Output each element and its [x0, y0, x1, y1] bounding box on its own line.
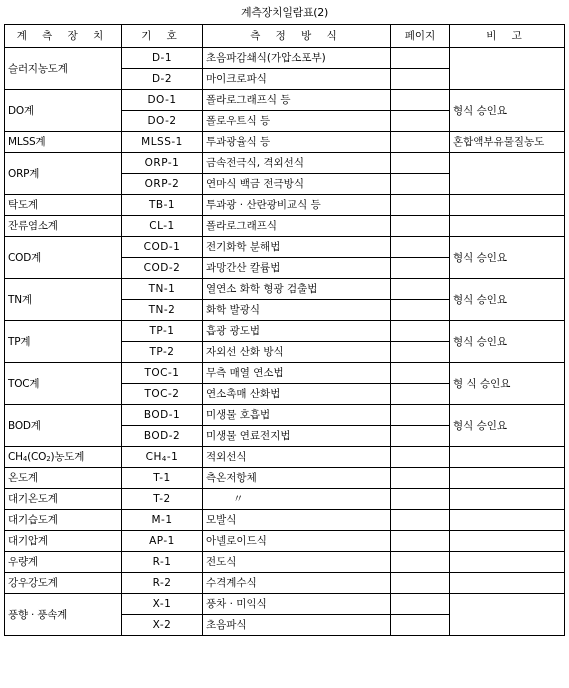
symbol-cell: M-1 [122, 510, 203, 531]
page-cell [391, 132, 450, 153]
instrument-table [4, 24, 565, 636]
method-cell: 전도식 [203, 552, 391, 573]
table-row [5, 573, 565, 594]
page-cell [391, 573, 450, 594]
method-cell: 풍차 · 미익식 [203, 594, 391, 615]
remark-cell: 형식 승인요 [450, 321, 565, 363]
table-row [5, 279, 565, 300]
table-row [5, 132, 565, 153]
method-cell: 금속전극식, 격외선식 [203, 153, 391, 174]
header-row [5, 25, 565, 48]
device-name-cell: 대기습도계 [5, 510, 122, 531]
remark-cell [450, 594, 565, 636]
method-cell: 폴로우트식 등 [203, 111, 391, 132]
symbol-cell: BOD-2 [122, 426, 203, 447]
symbol-cell: TP-2 [122, 342, 203, 363]
table-row [5, 363, 565, 384]
symbol-cell: D-1 [122, 48, 203, 69]
table-row [5, 153, 565, 174]
method-cell: 폴라로그래프식 [203, 216, 391, 237]
method-cell: 적외선식 [203, 447, 391, 468]
page-cell [391, 258, 450, 279]
subscript-text: 4 [22, 455, 28, 463]
table-row [5, 468, 565, 489]
device-name-cell: 슬러지농도계 [5, 48, 122, 90]
page-cell [391, 174, 450, 195]
method-cell: 초음파감쇄식(가압소포부) [203, 48, 391, 69]
page-cell [391, 531, 450, 552]
symbol-cell: T-2 [122, 489, 203, 510]
method-cell: 마이크로파식 [203, 69, 391, 90]
page-cell [391, 237, 450, 258]
symbol-cell: CL-1 [122, 216, 203, 237]
table-row [5, 405, 565, 426]
header-symbol: 기 호 [122, 25, 203, 48]
device-name-cell: 잔류염소계 [5, 216, 122, 237]
method-cell: 화학 발광식 [203, 300, 391, 321]
subscript-text: 2 [46, 455, 51, 463]
symbol-cell: R-2 [122, 573, 203, 594]
table-row [5, 531, 565, 552]
symbol-cell: TB-1 [122, 195, 203, 216]
device-name-cell: COD계 [5, 237, 122, 279]
subscript-text: 4 [161, 455, 167, 463]
page-cell [391, 69, 450, 90]
page-cell [391, 195, 450, 216]
device-name-cell [5, 447, 122, 468]
method-cell: 측온저항체 [203, 468, 391, 489]
device-name-cell: 풍향 · 풍속계 [5, 594, 122, 636]
device-name-cell: 대기온도계 [5, 489, 122, 510]
device-name-cell: TOC계 [5, 363, 122, 405]
text-part: (CO [27, 451, 47, 463]
symbol-cell: X-2 [122, 615, 203, 636]
symbol-cell: R-1 [122, 552, 203, 573]
page-cell [391, 426, 450, 447]
page-cell [391, 594, 450, 615]
table-row [5, 237, 565, 258]
symbol-cell: DO-1 [122, 90, 203, 111]
symbol-cell: TOC-1 [122, 363, 203, 384]
header-remark: 비 고 [450, 25, 565, 48]
symbol-cell [122, 447, 203, 468]
method-cell: 열연소 화학 형광 검출법 [203, 279, 391, 300]
method-cell: 무측 매열 연소법 [203, 363, 391, 384]
remark-cell [450, 573, 565, 594]
page-cell [391, 552, 450, 573]
method-cell: 수격계수식 [203, 573, 391, 594]
symbol-cell: T-1 [122, 468, 203, 489]
remark-cell [450, 195, 565, 216]
remark-cell [450, 447, 565, 468]
symbol-cell: TP-1 [122, 321, 203, 342]
method-cell: 폴라로그래프식 등 [203, 90, 391, 111]
method-cell: 전기화학 분해법 [203, 237, 391, 258]
device-name-cell: 강우강도계 [5, 573, 122, 594]
text-part: CH [8, 451, 23, 463]
table-row [5, 321, 565, 342]
device-name-cell: TN계 [5, 279, 122, 321]
symbol-cell: MLSS-1 [122, 132, 203, 153]
page-cell [391, 447, 450, 468]
table-row [5, 594, 565, 615]
remark-cell: 형 식 승인요 [450, 363, 565, 405]
header-device: 계 측 장 치 [5, 25, 122, 48]
remark-cell [450, 216, 565, 237]
page-cell [391, 342, 450, 363]
page-cell [391, 510, 450, 531]
page-cell [391, 90, 450, 111]
symbol-cell: TN-2 [122, 300, 203, 321]
method-cell: 미생물 연료전지법 [203, 426, 391, 447]
remark-cell [450, 153, 565, 195]
symbol-cell: COD-2 [122, 258, 203, 279]
remark-cell: 형식 승인요 [450, 237, 565, 279]
remark-cell [450, 531, 565, 552]
method-cell: 흡광 광도법 [203, 321, 391, 342]
header-method: 측 정 방 식 [203, 25, 391, 48]
symbol-cell: BOD-1 [122, 405, 203, 426]
symbol-cell: AP-1 [122, 531, 203, 552]
page-cell [391, 300, 450, 321]
method-cell: 투과광 · 산란광비교식 등 [203, 195, 391, 216]
table-row [5, 552, 565, 573]
remark-cell: 혼합액부유물질농도 [450, 132, 565, 153]
remark-cell [450, 510, 565, 531]
table-row [5, 510, 565, 531]
page-cell [391, 615, 450, 636]
table-row [5, 447, 565, 468]
table-row [5, 195, 565, 216]
page-cell [391, 468, 450, 489]
header-page: 페이지 [391, 25, 450, 48]
page-cell [391, 111, 450, 132]
page-cell [391, 405, 450, 426]
device-name-cell: BOD계 [5, 405, 122, 447]
remark-cell [450, 48, 565, 90]
page-cell [391, 279, 450, 300]
symbol-cell: ORP-2 [122, 174, 203, 195]
remark-cell [450, 489, 565, 510]
page-cell [391, 48, 450, 69]
method-cell: 초음파식 [203, 615, 391, 636]
device-name-cell: DO계 [5, 90, 122, 132]
text-part: -1 [166, 451, 179, 463]
page-cell [391, 153, 450, 174]
method-cell: 모발식 [203, 510, 391, 531]
table-row [5, 216, 565, 237]
device-name-cell: 온도계 [5, 468, 122, 489]
symbol-cell: X-1 [122, 594, 203, 615]
device-name-cell: ORP계 [5, 153, 122, 195]
table-row [5, 48, 565, 69]
method-cell: 연소촉매 산화법 [203, 384, 391, 405]
remark-cell: 형식 승인요 [450, 90, 565, 132]
page-title: 계측장치일람표(2) [241, 6, 328, 19]
symbol-cell: COD-1 [122, 237, 203, 258]
page-cell [391, 384, 450, 405]
table-row [5, 90, 565, 111]
device-name-cell: 대기압계 [5, 531, 122, 552]
method-cell: 자외선 산화 방식 [203, 342, 391, 363]
remark-cell [450, 552, 565, 573]
page-cell [391, 321, 450, 342]
page-cell [391, 489, 450, 510]
page-cell [391, 216, 450, 237]
method-cell: 미생물 호흡법 [203, 405, 391, 426]
device-name-cell: MLSS계 [5, 132, 122, 153]
device-name-cell: 우량계 [5, 552, 122, 573]
page-cell [391, 363, 450, 384]
method-cell: 투과광율식 등 [203, 132, 391, 153]
text-part: )농도계 [50, 451, 85, 463]
device-name-cell: TP계 [5, 321, 122, 363]
symbol-cell: TOC-2 [122, 384, 203, 405]
method-cell: 과망간산 칼륨법 [203, 258, 391, 279]
symbol-cell: TN-1 [122, 279, 203, 300]
method-cell: 〃 [203, 489, 391, 510]
text-part: CH [145, 451, 162, 463]
symbol-cell: D-2 [122, 69, 203, 90]
symbol-cell: DO-2 [122, 111, 203, 132]
table-body [5, 48, 565, 636]
method-cell: 연마식 백금 전극방식 [203, 174, 391, 195]
remark-cell [450, 468, 565, 489]
method-cell: 아넬로이드식 [203, 531, 391, 552]
symbol-cell: ORP-1 [122, 153, 203, 174]
device-name-cell: 탁도계 [5, 195, 122, 216]
remark-cell: 형식 승인요 [450, 279, 565, 321]
table-row [5, 489, 565, 510]
remark-cell: 형식 승인요 [450, 405, 565, 447]
